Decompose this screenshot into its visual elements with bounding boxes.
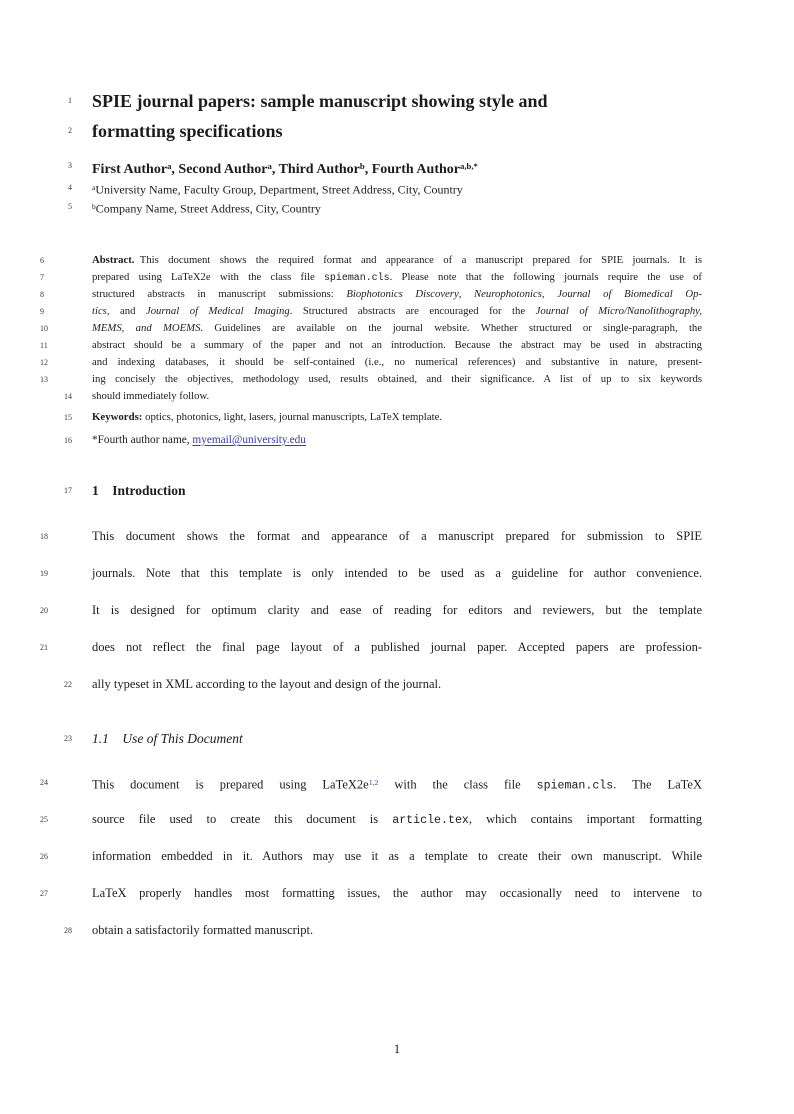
line-number: 15 [64,412,72,422]
line-number: 14 [64,391,72,401]
line-number: 11 [40,340,48,350]
text-segment: , which contains important formatting [468,811,702,826]
line-number: 16 [64,435,72,445]
manuscript-page [0,86,794,1114]
title-block-line [68,86,702,116]
text-segment: This document shows the format and appearance of a manuscript prepared for submission to SPIE [92,528,702,543]
text-segment: Journal of Medical Imaging [145,304,290,317]
keywords-block [64,409,702,426]
text-segment: structured abstracts in manuscript submissions: [92,287,347,300]
affiliation-block-line [68,179,702,198]
line-number: 6 [40,255,44,265]
text-segment: should immediately follow. [92,389,210,402]
line-number: 25 [40,814,48,824]
text-segment: tics [92,304,107,317]
text-segment: ing concisely the objectives, methodology used, results obtained, and their significance. A list of up to six keywords [92,372,702,385]
line-number: 21 [40,642,48,652]
text-segment: . The LaTeX [613,777,703,792]
line-number: 27 [40,888,48,898]
line-number: 13 [40,374,48,384]
text-segment: a [92,182,96,192]
text-segment: . Please note that the following journals require the use of [389,270,702,283]
author-block [68,157,702,179]
text-segment: a [167,161,172,171]
text-segment: , [541,287,558,300]
text-segment: source file used to create this document is [92,811,393,826]
affiliation-block-line [68,198,702,217]
text-segment: , and [106,304,146,317]
text-segment: Keywords: [92,410,143,423]
use-of-document-paragraph-line [40,875,702,912]
text-segment: optics, photonics, light, lasers, journal manuscripts, LaTeX template. [142,410,443,423]
subsection-heading-use-of-this-document-line [64,730,702,748]
line-number: 28 [64,925,72,935]
affiliation-block [68,179,702,218]
corresponding-author-footnote [64,432,702,449]
text-segment: 1.1 Use of This Document [92,730,243,746]
text-segment: Company Name, Street Address, City, Country [95,201,321,216]
abstract-block-line [40,320,702,337]
text-segment: journals. Note that this template is only intended to be used as a guideline for author convenience. [92,565,702,580]
text-segment: Journal of Biomedical Op- [557,287,702,300]
text-segment: abstract should be a summary of the paper and not an introduction. Because the abstract may be used in abstracting [92,338,702,351]
abstract-block-line [40,303,702,320]
introduction-paragraph-line [40,592,702,629]
text-segment: obtain a satisfactorily formatted manuscript. [92,922,314,937]
line-number: 12 [40,357,48,367]
author-block-line [68,157,702,179]
use-of-document-paragraph-line [64,912,702,949]
title-block [68,86,702,146]
line-number: 26 [40,851,48,861]
abstract-block-line [40,354,702,371]
text-segment: b [92,202,96,212]
introduction-paragraph-line [64,666,702,703]
section-heading-introduction [64,482,702,500]
text-segment: LaTeX properly handles most formatting issues, the author may occasionally need to intervene to [92,885,702,900]
text-segment: , Second Author [171,161,268,177]
abstract-block-line [40,252,702,269]
line-number: 7 [40,272,44,282]
text-segment: spieman.cls [323,271,390,283]
use-of-document-paragraph-line [40,764,703,801]
introduction-paragraph-line [40,555,702,592]
text-segment: . Structured abstracts are encouraged for the [289,304,536,317]
text-segment: a [267,161,272,171]
abstract-block-line [64,388,702,405]
abstract-block-line [40,286,702,303]
line-number: 10 [40,323,48,333]
line-number: 2 [68,126,72,135]
text-segment: a,b,* [460,161,478,171]
introduction-paragraph-line [40,518,702,555]
text-segment: . Guidelines are available on the journal website. Whether structured or single-paragraph, the [200,321,702,334]
abstract-block-line [40,269,702,286]
text-segment: First Author [92,161,168,177]
citation-link[interactable]: 1,2 [368,777,379,787]
text-segment: Biophotonics Discovery [346,287,459,300]
text-segment: and indexing databases, it should be self-contained (i.e., no numerical references) and substantive in nature, present- [92,355,702,368]
text-segment: , Third Author [271,161,360,177]
line-number: 9 [40,306,44,316]
text-segment: 1 Introduction [92,482,186,498]
title-block-line [68,116,702,146]
text-segment: It is designed for optimum clarity and ease of reading for editors and reviewers, but the template [92,602,702,617]
text-segment: Neurophotonics [474,287,542,300]
line-number: 24 [40,777,48,787]
text-segment: , Fourth Author [364,161,460,177]
line-number: 18 [40,531,48,541]
text-segment: article.tex [392,813,469,827]
email-link[interactable]: myemail@university.edu [192,433,306,446]
text-segment: SPIE journal papers: sample manuscript showing style and [92,91,548,111]
text-segment: *Fourth author name, [92,433,193,446]
text-segment: spieman.cls [536,779,614,793]
line-number: 3 [68,161,72,170]
line-number: 1 [68,96,72,105]
use-of-document-paragraph-line [40,838,702,875]
keywords-block-line [64,409,702,426]
document-body [40,86,703,949]
corresponding-author-footnote-line [64,432,702,449]
introduction-paragraph-line [40,629,702,666]
text-segment: information embedded in it. Authors may use it as a template to create their own manuscript. While [92,848,702,863]
text-segment: This document is prepared using LaTeX2e [92,777,369,792]
abstract-block-line [40,371,702,388]
text-segment: b [359,161,365,171]
section-heading-introduction-line [64,482,702,500]
introduction-paragraph [40,518,702,703]
text-segment: prepared using LaTeX2e with the class file [92,270,324,283]
subsection-heading-use-of-this-document [64,730,702,748]
text-segment: , [458,287,475,300]
text-segment: ally typeset in XML according to the layout and design of the journal. [92,676,442,691]
text-segment: with the class file [378,777,537,792]
text-segment: MEMS, and MOEMS [92,321,201,334]
text-segment: does not reflect the final page layout of a published journal paper. Accepted papers are profession- [92,639,702,654]
text-segment: University Name, Faculty Group, Department, Street Address, City, Country [95,182,463,197]
abstract-block-line [40,337,702,354]
line-number: 4 [68,182,72,192]
text-segment: formatting specifications [92,121,283,141]
use-of-document-paragraph [40,764,703,949]
line-number: 22 [64,679,72,689]
use-of-document-paragraph-line [40,801,702,838]
line-number: 8 [40,289,44,299]
text-segment: Abstract. [92,253,135,266]
line-number: 20 [40,605,48,615]
page-number: 1 [393,1042,401,1056]
line-number: 19 [40,568,48,578]
line-number: 23 [64,733,72,743]
text-segment: This document shows the required format and appearance of a manuscript prepared for SPIE journals. It is [134,253,702,266]
text-segment: Journal of Micro/Nanolithography, [535,304,702,317]
abstract-block [40,252,702,405]
line-number: 17 [64,485,72,495]
line-number: 5 [68,202,72,212]
